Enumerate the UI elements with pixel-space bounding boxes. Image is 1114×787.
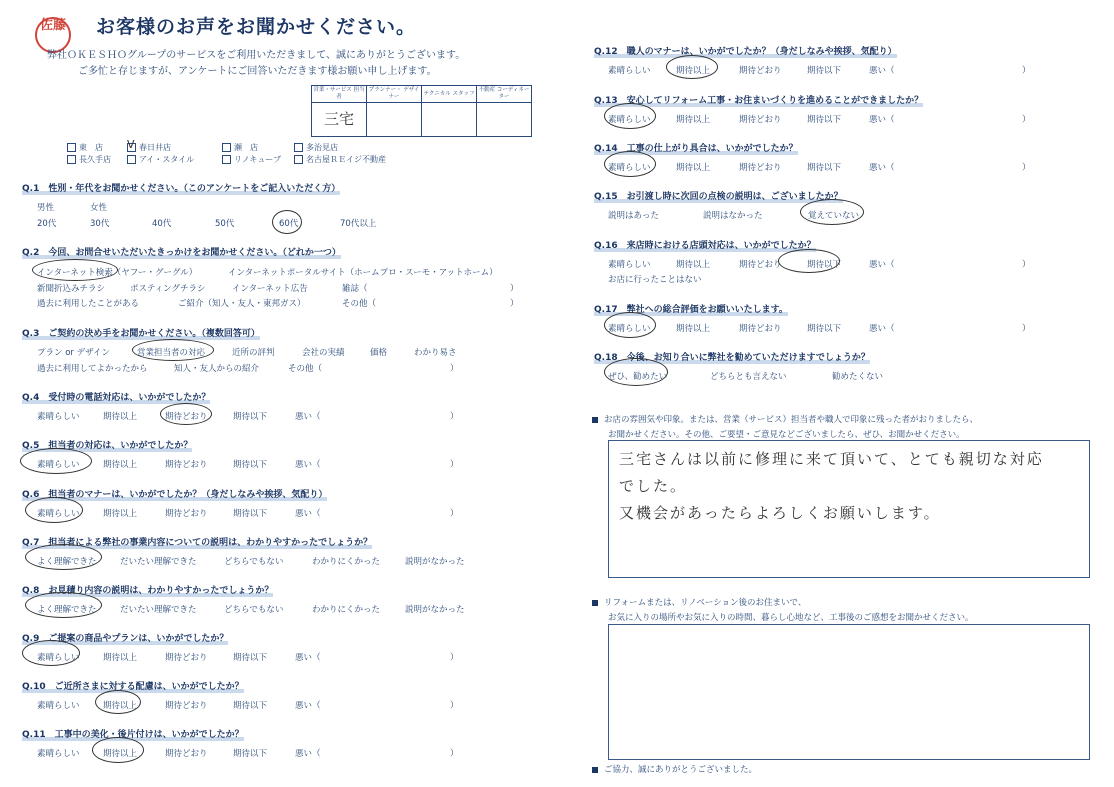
option-selected[interactable]: 素晴らしい (37, 509, 80, 519)
store-option[interactable]: アイ・スタイル (127, 154, 194, 165)
thank-you-note: ご協力、誠にありがとうございました。 (592, 763, 757, 775)
option-selected[interactable]: インターネット検索（ヤフー・グーグル） (37, 268, 198, 278)
staff-header: テクニカル スタッフ (422, 86, 477, 103)
option-selected[interactable]: 期待以上 (103, 749, 138, 759)
store-option[interactable]: 名古屋ＲＥイジ不動産 (294, 154, 386, 165)
option[interactable]: 期待どおり (165, 509, 208, 519)
staff-planner-value[interactable] (367, 103, 422, 137)
option: ） (450, 460, 459, 470)
option[interactable]: 近所の評判 (232, 348, 275, 358)
answer-circle (604, 312, 656, 338)
option[interactable]: わかりにくかった (312, 605, 381, 615)
comment-prompt-2: リフォームまたは、リノベーション後のお住まいで、 (592, 596, 806, 608)
staff-header: 営業・サービス 担当者 (312, 86, 367, 103)
option[interactable]: その他（ (342, 299, 377, 309)
answer-circle (666, 55, 718, 79)
staff-realestate-value[interactable] (477, 103, 532, 137)
option-selected[interactable]: 素晴らしい (608, 324, 651, 334)
question-title: Q.10 ご近所さまに対する配慮は、いかがでしたか？ (22, 682, 244, 692)
option: ） (510, 299, 519, 309)
option[interactable]: 悪い（ (869, 115, 895, 125)
handwritten-line: 三宅さんは以前に修理に来て頂いて、とても親切な対応 (619, 450, 1044, 468)
bullet-square-icon (592, 767, 598, 773)
option[interactable]: 期待どおり (739, 260, 782, 270)
option[interactable]: ご紹介（知人・友人・東邦ガス） (178, 299, 306, 309)
option[interactable]: 40代 (152, 219, 172, 229)
option: ） (450, 749, 459, 759)
staff-sales-value[interactable]: 三宅 (312, 103, 367, 137)
option: ） (450, 364, 459, 374)
option-selected[interactable]: 素晴らしい (37, 460, 80, 470)
answer-circle (25, 497, 83, 523)
comment-prompt-1b: お聞かせください。その他、ご要望・ご意見などございましたら、ぜひ、お聞かせください。 (608, 430, 965, 440)
option[interactable]: 会社の実績 (302, 348, 345, 358)
handwritten-line: でした。 (619, 477, 688, 495)
option[interactable]: どちらとも言えない (710, 372, 787, 382)
option[interactable]: 期待どおり (165, 460, 208, 470)
option[interactable]: 悪い（ (869, 163, 895, 173)
checkbox[interactable] (222, 143, 231, 152)
option: ） (450, 412, 459, 422)
question-title: Q.13 安心してリフォーム工事・お住まいづくりを進めることができましたか？ (594, 96, 924, 106)
option[interactable]: 過去に利用してよかったから (37, 364, 148, 374)
handwritten-line: 又機会があったらよろしくお願いします。 (619, 504, 941, 522)
comment-box-1[interactable] (608, 440, 1090, 578)
option[interactable]: 50代 (215, 219, 235, 229)
checkbox[interactable]: V (127, 138, 135, 151)
staff-table (311, 85, 532, 137)
option-selected[interactable]: 60代 (279, 219, 299, 229)
answer-circle (604, 103, 656, 129)
option[interactable]: 説明がなかった (405, 557, 465, 567)
comment-prompt-1: お店の雰囲気や印象。または、営業（サービス）担当者や職人で印象に残った者がおりましたら、 (592, 413, 978, 425)
option[interactable]: 素晴らしい (608, 66, 651, 76)
option[interactable]: 期待以上 (676, 324, 711, 334)
option[interactable]: 期待以下 (233, 749, 268, 759)
option[interactable]: 素晴らしい (608, 260, 651, 270)
checkbox[interactable] (294, 155, 303, 164)
store-option[interactable]: 東 店 (67, 142, 103, 153)
option-selected[interactable]: 覚えていない (808, 211, 860, 221)
option[interactable]: 悪い（ (295, 749, 321, 759)
question-title: Q.17 弊社への総合評価をお願いいたします。 (594, 305, 788, 315)
option[interactable]: 期待以下 (233, 412, 268, 422)
option[interactable]: わかり易さ (414, 348, 457, 358)
option[interactable]: どちらでもない (224, 557, 284, 567)
option[interactable]: わかりにくかった (312, 557, 381, 567)
answer-circle (160, 403, 212, 425)
option[interactable]: 期待どおり (739, 163, 782, 173)
question-title: Q.4 受付時の電話対応は、いかがでしたか？ (22, 393, 211, 403)
option[interactable]: 説明がなかった (405, 605, 465, 615)
option: ） (510, 284, 519, 294)
question-title: Q.1 性別・年代をお聞かせください。（このアンケートをご記入いただく方） (22, 184, 341, 194)
checkbox[interactable] (222, 155, 231, 164)
option[interactable]: 期待以上 (676, 163, 711, 173)
answer-circle (20, 448, 92, 474)
answer-circle (604, 358, 668, 386)
option[interactable]: 価格 (370, 348, 388, 358)
intro-line-2: ご多忙と存じますが、アンケートにご回答いただきます様お願い申し上げます。 (78, 66, 437, 77)
option[interactable]: 素晴らしい (37, 412, 80, 422)
answer-circle (25, 592, 102, 618)
option[interactable]: だいたい理解できた (120, 557, 197, 567)
option[interactable]: インターネット広告 (232, 284, 308, 294)
store-option[interactable]: V 春日井店 (127, 138, 171, 152)
option[interactable]: 悪い（ (295, 653, 321, 663)
question-title: Q.9 ご提案の商品やプランは、いかがでしたか？ (22, 634, 229, 644)
option[interactable]: 悪い（ (869, 260, 895, 270)
option[interactable]: 期待どおり (165, 701, 208, 711)
store-option[interactable]: 長久手店 (67, 154, 111, 165)
question-title: Q.15 お引渡し時に次回の点検の説明は、ございましたか？ (594, 192, 843, 202)
option[interactable]: 期待どおり (739, 115, 782, 125)
option-selected[interactable]: よく理解できた (37, 605, 97, 615)
question-title: Q.6 担当者のマナーは、いかがでしたか？（身だしなみや挨拶、気配り） (22, 490, 328, 500)
option[interactable]: その他（ (288, 364, 323, 374)
page-title: お客様のお声をお聞かせください。 (96, 16, 417, 38)
option[interactable]: 雑誌（ (342, 284, 368, 294)
question-title: Q.7 担当者による弊社の事業内容についての説明は、わかりやすかったでしょうか？ (22, 538, 373, 548)
option[interactable]: だいたい理解できた (120, 605, 197, 615)
option[interactable]: 新聞折込みチラシ (37, 284, 106, 294)
answer-circle (92, 737, 144, 763)
option[interactable]: 70代以上 (340, 219, 377, 229)
hanko-seal: 佐藤 (35, 17, 71, 53)
checkbox[interactable] (67, 143, 76, 152)
option[interactable]: 悪い（ (869, 66, 895, 76)
question-title: Q.11 工事中の美化・後片付けは、いかがでしたか？ (22, 730, 244, 740)
option[interactable]: 悪い（ (295, 460, 321, 470)
answer-circle (604, 151, 656, 177)
bullet-square-icon (592, 417, 598, 423)
option[interactable]: 期待以下 (807, 324, 842, 334)
option[interactable]: 期待どおり (739, 324, 782, 334)
option[interactable]: 期待以上 (103, 412, 138, 422)
option[interactable]: 説明はなかった (703, 211, 763, 221)
option: ） (1022, 260, 1031, 270)
bullet-square-icon (592, 600, 598, 606)
option[interactable]: 期待以下 (233, 653, 268, 663)
option[interactable]: 期待以下 (233, 460, 268, 470)
option-selected[interactable]: 期待以上 (676, 66, 711, 76)
option[interactable]: 説明はあった (608, 211, 659, 221)
option: ） (1022, 163, 1031, 173)
staff-technical-value[interactable] (422, 103, 477, 137)
question-title: Q.3 ご契約の決め手をお聞かせください。（複数回答可） (22, 329, 260, 339)
question-title: Q.12 職人のマナーは、いかがでしたか？（身だしなみや挨拶、気配り） (594, 47, 897, 57)
option[interactable]: 期待以上 (103, 509, 138, 519)
option-selected[interactable]: 素晴らしい (37, 653, 80, 663)
checkbox[interactable] (67, 155, 76, 164)
option: ） (1022, 115, 1031, 125)
option[interactable]: 女性 (90, 203, 108, 213)
option-selected[interactable]: 期待以上 (103, 701, 138, 711)
option: ） (1022, 324, 1031, 334)
option[interactable]: 20代 (37, 219, 57, 229)
intro-line-1: 弊社ＯＫＥＳＨＯグループのサービスをご利用いただきまして、誠にありがとうございます。 (47, 50, 466, 61)
option[interactable]: 期待以上 (676, 115, 711, 125)
option[interactable]: 悪い（ (295, 509, 321, 519)
option-selected[interactable]: 期待どおり (165, 412, 208, 422)
option[interactable]: 悪い（ (869, 324, 895, 334)
option[interactable]: どちらでもない (224, 605, 284, 615)
question-title: Q.16 来店時における店頭対応は、いかがでしたか？ (594, 241, 816, 251)
answer-circle (132, 339, 214, 361)
question-title: Q.8 お見積り内容の説明は、わかりやすかったでしょうか？ (22, 586, 274, 596)
option[interactable]: 男性 (37, 203, 55, 213)
question-title: Q.5 担当者の対応は、いかがでしたか？ (22, 441, 193, 451)
answer-circle (272, 210, 302, 234)
answer-circle (800, 199, 864, 225)
option[interactable]: 期待どおり (165, 749, 208, 759)
option[interactable]: 期待以上 (676, 260, 711, 270)
option[interactable]: 期待以下 (807, 66, 842, 76)
option: ） (450, 701, 459, 711)
option-selected[interactable]: 素晴らしい (608, 163, 651, 173)
option[interactable]: 期待以上 (103, 653, 138, 663)
checkbox[interactable] (127, 155, 136, 164)
option: ） (450, 509, 459, 519)
option-selected[interactable]: よく理解できた (37, 557, 97, 567)
question-title: Q.2 今回、お問合せいただいたきっかけをお聞かせください。（どれか一つ） (22, 248, 341, 258)
option[interactable]: 素晴らしい (37, 749, 80, 759)
checkbox[interactable] (294, 143, 303, 152)
answer-circle (32, 259, 118, 281)
option[interactable]: ポスティングチラシ (130, 284, 206, 294)
answer-circle (22, 640, 80, 666)
option[interactable]: 悪い（ (295, 412, 321, 422)
store-option[interactable]: 瀬 店 (222, 142, 258, 153)
option-selected[interactable]: ぜひ、勧めたい (608, 372, 668, 382)
option[interactable]: 悪い（ (295, 701, 321, 711)
staff-header: 不動産 コーディネーター (477, 86, 532, 103)
option[interactable]: 期待以下 (807, 115, 842, 125)
option[interactable]: お店に行ったことはない (608, 275, 702, 285)
option-selected[interactable]: 素晴らしい (608, 115, 651, 125)
option[interactable]: 期待以下 (807, 163, 842, 173)
answer-circle (95, 690, 141, 714)
comment-prompt-2b: お気に入りの場所やお気に入りの時間、暮らし心地など、工事後のご感想をお聞かせください。 (608, 613, 974, 623)
question-title: Q.18 今後、お知り合いに弊社を勧めていただけますでしょうか？ (594, 353, 870, 363)
option[interactable]: 過去に利用したことがある (37, 299, 140, 309)
option[interactable]: 期待どおり (165, 653, 208, 663)
option[interactable]: プラン or デザイン (37, 348, 111, 358)
option: ） (1022, 66, 1031, 76)
store-option[interactable]: 多治見店 (294, 142, 338, 153)
option[interactable]: 期待以上 (103, 460, 138, 470)
option[interactable]: 知人・友人からの紹介 (174, 364, 260, 374)
staff-header: プランナー・ デザイナー (367, 86, 422, 103)
option-selected[interactable]: 営業担当者の対応 (137, 348, 206, 358)
option[interactable]: 期待以下 (233, 509, 268, 519)
question-title: Q.14 工事の仕上がり具合は、いかがでしたか？ (594, 144, 798, 154)
option: ） (450, 653, 459, 663)
option[interactable]: 期待以下 (233, 701, 268, 711)
store-option[interactable]: リノキューブ (222, 154, 281, 165)
option[interactable]: 素晴らしい (37, 701, 80, 711)
option[interactable]: 勧めたくない (832, 372, 884, 382)
answer-circle (25, 544, 102, 570)
option[interactable]: インターネットポータルサイト（ホームプロ・スーモ・アットホーム） (228, 268, 498, 278)
option-selected[interactable]: 期待以下 (807, 260, 842, 270)
comment-box-2[interactable] (608, 624, 1090, 760)
option[interactable]: 30代 (90, 219, 110, 229)
answer-circle (778, 249, 840, 273)
option[interactable]: 期待どおり (739, 66, 782, 76)
